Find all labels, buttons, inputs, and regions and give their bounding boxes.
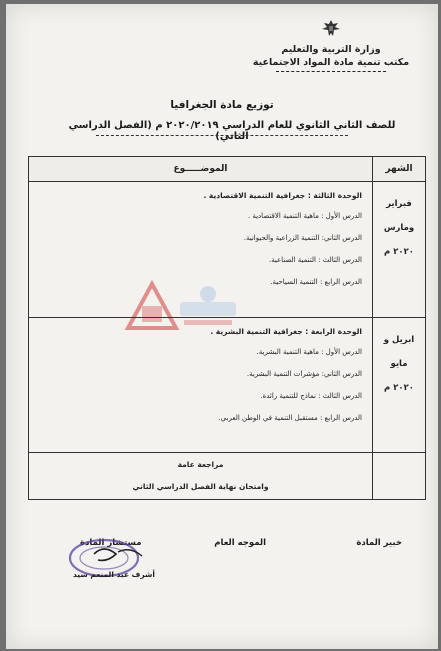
month-line: مايو xyxy=(390,359,408,369)
advisor-signature-label: مستشار المادة xyxy=(80,538,142,548)
ministry-name: وزارة التربية والتعليم xyxy=(281,44,381,55)
lesson-item: الدرس الثالث : نماذج للتنمية رائدة. xyxy=(260,392,362,400)
month-column-header: الشهر xyxy=(373,157,426,182)
month-cell xyxy=(373,318,426,453)
ministry-header xyxy=(246,18,416,72)
month-line: فبراير xyxy=(386,199,412,209)
schedule-table xyxy=(28,156,426,500)
subtitle-underline xyxy=(96,135,348,136)
unit-title: الوحدة الثالثة : جغرافية التنمية الاقتصادية . xyxy=(203,191,362,200)
review-text: مراجعة عامة xyxy=(177,460,224,469)
topic-cell xyxy=(29,182,373,318)
table-row xyxy=(29,318,426,453)
month-line: ٢٠٢٠ م xyxy=(384,247,414,257)
month-line: ومارس xyxy=(383,223,415,233)
document-subtitle: للصف الثاني الثانوي للعام الدراسي ٢٠٢٠/٢٠١٩ م (الفصل الدراسي الثاني) xyxy=(68,120,396,142)
lesson-item: الدرس الرابع : مستقبل التنمية في الوطن العربي. xyxy=(218,414,362,422)
exam-text: وامتحان نهاية الفصل الدراسي الثاني xyxy=(132,482,269,491)
lesson-item: الدرس الثالث : التنمية الصناعية. xyxy=(268,256,362,264)
expert-signature-label: خبير المادة xyxy=(356,538,402,548)
lesson-item: الدرس الأول : ماهية التنمية الاقتصادية . xyxy=(247,212,362,220)
unit-title: الوحدة الرابعة : جغرافية التنمية البشرية . xyxy=(210,327,362,336)
eagle-emblem-icon xyxy=(320,18,342,40)
document-title: توزيع مادة الجغرافيا xyxy=(170,99,274,111)
table-footer-row xyxy=(29,453,426,500)
month-cell-empty xyxy=(373,453,426,500)
month-line: ٢٠٢٠ م xyxy=(384,383,414,393)
table-row xyxy=(29,182,426,318)
advisor-name: أشرف عبد المنعم سيد xyxy=(72,570,156,579)
header-underline xyxy=(276,71,386,72)
lesson-item: الدرس الرابع : التنمية السياحية. xyxy=(270,278,362,286)
topic-column-header: الموضـــــوع xyxy=(29,157,373,182)
lesson-item: الدرس الأول : ماهية التنمية البشرية. xyxy=(256,348,362,356)
month-line: ابريل و xyxy=(383,335,415,345)
table-header-row xyxy=(29,157,426,182)
topic-cell xyxy=(29,318,373,453)
supervisor-signature-label: الموجه العام xyxy=(214,538,266,548)
document-page xyxy=(6,4,438,649)
lesson-item: الدرس الثاني: التنمية الزراعية والحيوانية. xyxy=(243,234,362,242)
office-name: مكتب تنمية مادة المواد الاجتماعية xyxy=(252,57,410,68)
review-cell xyxy=(29,453,373,500)
month-cell xyxy=(373,182,426,318)
lesson-item: الدرس الثاني: مؤشرات التنمية البشرية. xyxy=(246,370,362,378)
